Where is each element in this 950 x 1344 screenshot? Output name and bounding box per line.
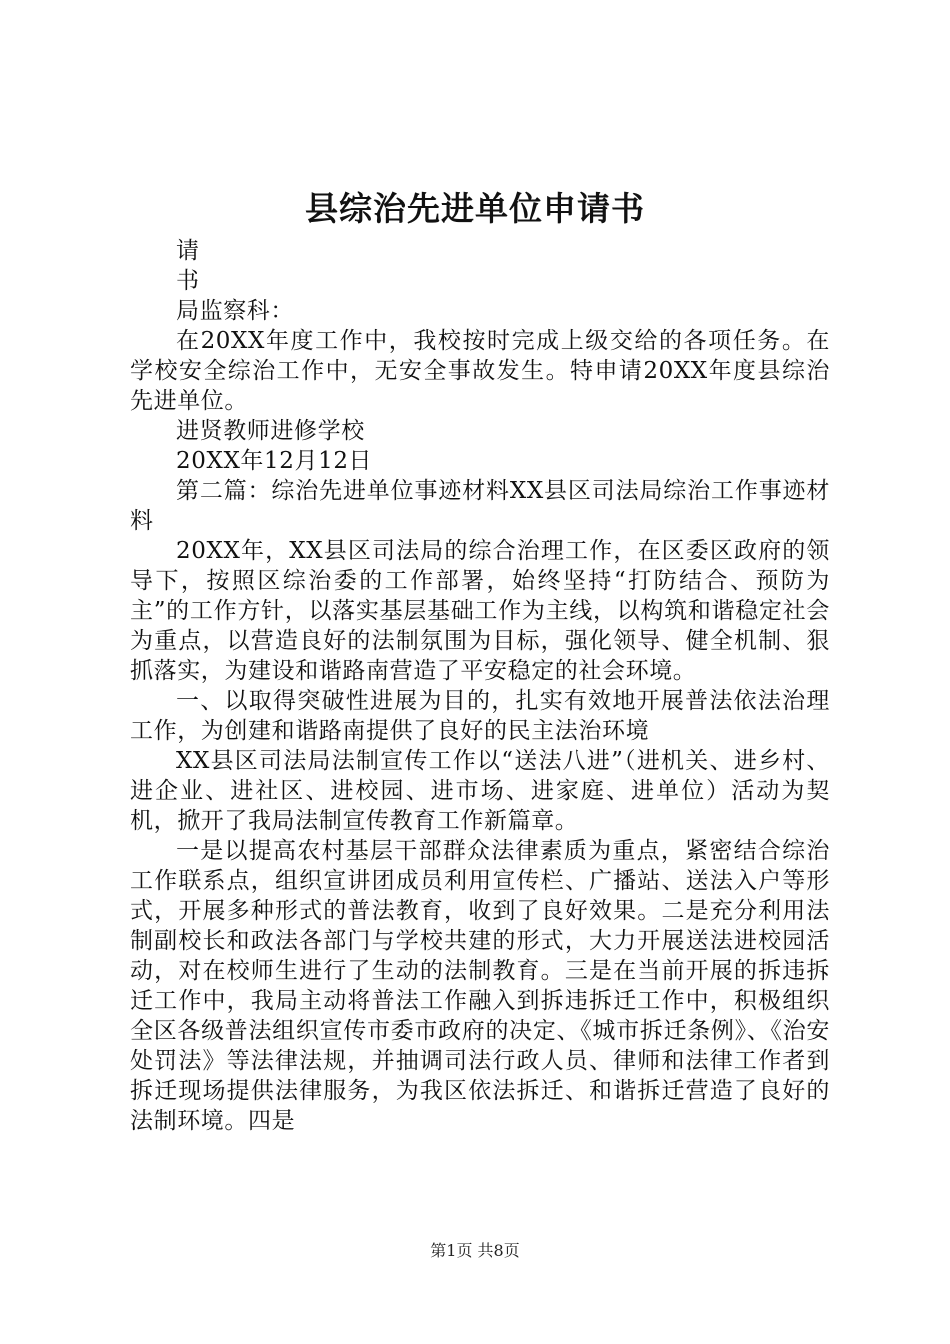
paragraph-2: 书 — [176, 268, 200, 294]
paragraph-application: 在20XX年度工作中，我校按时完成上级交给的各项任务。在学校安全综治工作中，无安全事故发生。特申请20XX年度县综治先进单位。 — [130, 328, 830, 414]
paragraph-law-promotion: XX县区司法局法制宣传工作以“送法八进”（进机关、进乡村、进企业、进社区、进校园、进市场、进家庭、进单位）活动为契机，掀开了我局法制宣传教育工作新篇章。 — [130, 748, 830, 834]
document-title: 县综治先进单位申请书 — [305, 189, 645, 228]
addressee: 局监察科： — [176, 298, 294, 324]
paragraph-measures: 一是以提高农村基层干部群众法律素质为重点，紧密结合综治工作联系点，组织宣讲团成员利用宣传栏、广播站、送法入户等形式，开展多种形式的普法教育，收到了良好效果。二是充分利用法制副校长和政法各部门与学校共建的形式，大力开展送法进校园活动，对在校师生进行了生动的法制教育。三是在当前开展的拆违拆迁工作中，我局主动将普法工作融入到拆违拆迁工作中，积极组织全区各级普法组织宣传市委市政府的决定、《城市拆迁条例》、《治安处罚法》等法律法规，并抽调司法行政人员、律师和法律工作者到拆迁现场提供法律服务，为我区依法拆迁、和谐拆迁营造了良好的法制环境。四是 — [130, 838, 830, 1134]
section-heading-one: 一、以取得突破性进展为目的，扎实有效地开展普法依法治理工作，为创建和谐路南提供了良好的民主法治环境 — [130, 688, 830, 744]
document-body — [130, 236, 830, 1136]
page-footer: 第1页 共8页 — [430, 1241, 520, 1260]
paragraph-overview: 20XX年，XX县区司法局的综合治理工作，在区委区政府的领导下，按照区综治委的工作部署，始终坚持“打防结合、预防为主”的工作方针，以落实基层基础工作为主线，以构筑和谐稳定社会为重点，以营造良好的法制氛围为目标，强化领导、健全机制、狠抓落实，为建设和谐路南营造了平安稳定的社会环境。 — [130, 538, 830, 684]
paragraph-1: 请 — [176, 238, 200, 264]
section-heading-part-two: 第二篇：综治先进单位事迹材料XX县区司法局综治工作事迹材料 — [130, 478, 830, 534]
signature-organization: 进贤教师进修学校 — [176, 418, 365, 444]
signature-date: 20XX年12月12日 — [176, 448, 373, 474]
